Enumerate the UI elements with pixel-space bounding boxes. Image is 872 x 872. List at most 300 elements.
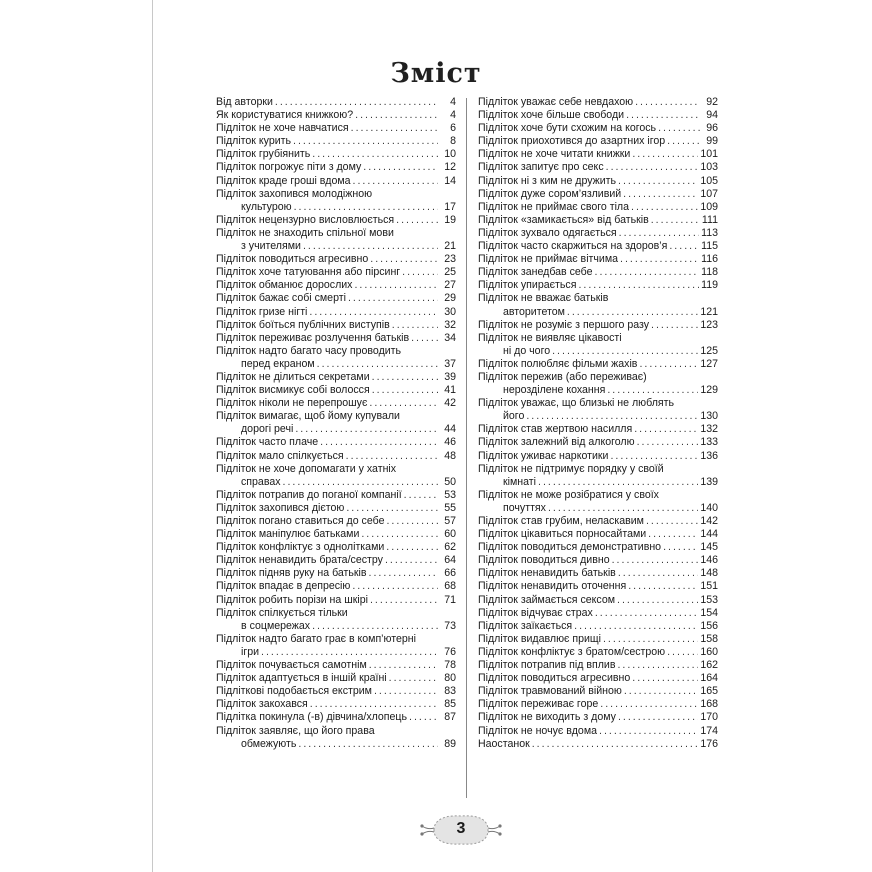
toc-entry-title: Підліток поводиться агресивно xyxy=(478,672,631,685)
toc-entry-line xyxy=(478,175,718,188)
toc-entry-title: Підліток впадає в депресію xyxy=(216,580,351,593)
toc-entry xyxy=(216,633,456,659)
toc-entry-title: Підліток упирається xyxy=(478,279,577,292)
toc-entry xyxy=(216,292,456,305)
toc-entry-line xyxy=(478,698,718,711)
toc-leader-dots xyxy=(617,659,698,672)
toc-page-number: 34 xyxy=(444,331,456,344)
toc-entry-title: справах xyxy=(241,475,281,488)
toc-page-number: 111 xyxy=(701,213,718,226)
toc-entry-line xyxy=(216,214,456,227)
toc-leader-dots xyxy=(354,279,438,292)
toc-entry-line xyxy=(478,188,718,201)
toc-entry-title: Підліток ні з ким не дружить xyxy=(478,174,617,187)
toc-page-number: 113 xyxy=(701,226,718,239)
toc-entry-title: ні до чого xyxy=(503,344,551,357)
toc-leader-dots xyxy=(312,148,438,161)
toc-entry-title: кімнаті xyxy=(503,475,536,488)
toc-entry-title: авторитетом xyxy=(503,305,565,318)
toc-leader-dots xyxy=(595,266,700,279)
toc-page-number: 136 xyxy=(700,449,718,462)
toc-entry-line xyxy=(216,659,456,672)
toc-entry-line xyxy=(216,541,456,554)
toc-entry xyxy=(216,607,456,633)
toc-entry-line xyxy=(478,319,718,332)
toc-entry-line xyxy=(216,410,456,423)
toc-page-number: 123 xyxy=(700,318,718,331)
toc-leader-dots xyxy=(261,646,438,659)
toc-leader-dots xyxy=(409,711,438,724)
toc-entry xyxy=(478,580,718,593)
toc-entry-line xyxy=(478,528,718,541)
toc-leader-dots xyxy=(634,423,698,436)
toc-entry-line xyxy=(216,580,456,593)
toc-entry-title: Підліток не ночує вдома xyxy=(478,724,598,737)
toc-entry xyxy=(216,96,456,109)
toc-leader-dots xyxy=(385,554,438,567)
toc-leader-dots xyxy=(648,528,698,541)
toc-page-number: 83 xyxy=(444,685,456,698)
toc-leader-dots xyxy=(275,96,438,109)
toc-entry-line xyxy=(478,567,718,580)
page-number: 3 xyxy=(456,820,466,837)
toc-entry-line xyxy=(478,358,718,371)
toc-entry-title: Підліток заявляє, що його права xyxy=(216,724,375,737)
toc-entry-line xyxy=(478,96,718,109)
toc-entry-continuation xyxy=(478,345,718,358)
toc-leader-dots xyxy=(623,188,698,201)
toc-entry xyxy=(216,319,456,332)
toc-page-number: 87 xyxy=(444,711,456,724)
toc-entry xyxy=(478,201,718,214)
toc-entry xyxy=(478,253,718,266)
toc-entry-line xyxy=(216,306,456,319)
toc-entry-title: Підліток не підтримує порядку у своїй xyxy=(478,462,664,475)
toc-entry-line xyxy=(478,554,718,567)
toc-entry-title: Підліток вимагає, щоб йому купували xyxy=(216,410,400,423)
toc-entry xyxy=(478,541,718,554)
toc-page-number: 4 xyxy=(450,109,456,122)
toc-entry-line xyxy=(478,594,718,607)
toc-entry xyxy=(216,450,456,463)
toc-entry xyxy=(478,371,718,397)
toc-entry-title: Підліток курить xyxy=(216,135,291,148)
toc-page-number: 46 xyxy=(444,436,456,449)
toc-entry-line xyxy=(216,253,456,266)
toc-entry-line xyxy=(478,620,718,633)
toc-entry-title: Підліток надто багато часу проводить xyxy=(216,344,402,357)
toc-leader-dots xyxy=(628,580,698,593)
toc-entry-continuation xyxy=(478,306,718,319)
toc-entry-title: Підліток поводиться дивно xyxy=(478,554,610,567)
toc-entry-line xyxy=(478,633,718,646)
toc-entry-title: Підліток краде гроші вдома xyxy=(216,174,351,187)
toc-entry-title: Підліток конфліктує з братом/сестрою xyxy=(478,645,666,658)
toc-leader-dots xyxy=(312,620,438,633)
toc-entry-line xyxy=(216,567,456,580)
toc-entry xyxy=(216,279,456,292)
toc-entry-line xyxy=(478,371,718,384)
toc-entry xyxy=(478,594,718,607)
toc-entry-title: Підліток занедбав себе xyxy=(478,266,593,279)
toc-leader-dots xyxy=(651,214,700,227)
toc-page-number: 66 xyxy=(444,567,456,580)
toc-entry-title: Підліток ніколи не перепрошує xyxy=(216,397,368,410)
toc-page-number: 78 xyxy=(444,659,456,672)
toc-entry-title: Підліток хоче більше свободи xyxy=(478,109,625,122)
toc-entry-title: Підліток поводиться демонстративно xyxy=(478,541,662,554)
toc-leader-dots xyxy=(607,384,698,397)
toc-entry-line xyxy=(216,371,456,384)
toc-entry-title: Підліток відчуває страх xyxy=(478,606,593,619)
toc-entry-line xyxy=(216,332,456,345)
toc-page-number: 10 xyxy=(444,148,456,161)
toc-entry-title: в соцмережах xyxy=(241,619,311,632)
toc-entry-title: Підліток став грубим, нелаcкавим xyxy=(478,515,644,527)
toc-leader-dots xyxy=(320,436,438,449)
toc-leader-dots xyxy=(619,227,699,240)
toc-entry xyxy=(478,620,718,633)
toc-entry xyxy=(216,685,456,698)
toc-leader-dots xyxy=(372,371,438,384)
toc-entry xyxy=(478,633,718,646)
toc-entry-title: Підліток гризе нігті xyxy=(216,305,308,318)
toc-page-number: 170 xyxy=(700,711,718,724)
toc-page-number: 174 xyxy=(700,724,718,737)
toc-entry-title: Підліток спілкується тільки xyxy=(216,606,348,619)
toc-leader-dots xyxy=(369,659,438,672)
toc-page-number: 71 xyxy=(444,593,456,606)
toc-leader-dots xyxy=(635,96,700,109)
toc-entry-continuation xyxy=(216,620,456,633)
toc-entry-title: Підліток цікавиться порносайтами xyxy=(478,528,647,541)
toc-entry-line xyxy=(478,122,718,135)
toc-leader-dots xyxy=(294,201,438,214)
toc-leader-dots xyxy=(578,279,699,292)
toc-entry-title: Підліток займається сексом xyxy=(478,593,616,606)
toc-entry-title: Підліток мало спілкується xyxy=(216,449,344,462)
toc-leader-dots xyxy=(346,502,438,515)
toc-page-number: 115 xyxy=(701,240,718,253)
toc-entry-line xyxy=(216,672,456,685)
toc-entry-title: Підліток потрапив до поганої компанії xyxy=(216,488,402,501)
toc-page-number: 39 xyxy=(444,370,456,383)
toc-entry xyxy=(478,738,718,751)
toc-page-number: 109 xyxy=(700,200,718,213)
toc-entry-line xyxy=(478,109,718,122)
toc-leader-dots xyxy=(386,515,438,528)
toc-page-number: 146 xyxy=(700,554,718,567)
page-number-badge xyxy=(418,812,504,848)
toc-entry-title: Підліток грубіянить xyxy=(216,148,311,161)
toc-entry-title: Підліток адаптується в іншій країні xyxy=(216,672,387,685)
toc-leader-dots xyxy=(386,541,438,554)
toc-entry xyxy=(216,489,456,502)
toc-entry-line xyxy=(216,711,456,724)
toc-entry-continuation xyxy=(478,502,718,515)
toc-entry xyxy=(478,358,718,371)
toc-entry xyxy=(478,135,718,148)
toc-entry-line xyxy=(478,148,718,161)
toc-page-number: 29 xyxy=(444,292,456,305)
toc-leader-dots xyxy=(369,397,438,410)
toc-entry-title: Підліток уживає наркотики xyxy=(478,449,609,462)
toc-page-number: 151 xyxy=(700,580,718,593)
toc-page-number: 105 xyxy=(700,174,718,187)
toc-entry-title: Підліток закохався xyxy=(216,698,308,711)
toc-page-number: 154 xyxy=(700,606,718,619)
toc-entry-title: Підліток нецензурно висловлюється xyxy=(216,213,395,226)
toc-leader-dots xyxy=(353,175,438,188)
toc-page-number: 89 xyxy=(444,737,456,750)
toc-leader-dots xyxy=(618,175,698,188)
toc-entry-line xyxy=(478,541,718,554)
toc-leader-dots xyxy=(363,161,438,174)
toc-entry xyxy=(216,659,456,672)
toc-entry-title: Підліток конфліктує з однолітками xyxy=(216,541,385,554)
toc-entry xyxy=(478,554,718,567)
toc-entry-line xyxy=(216,227,456,240)
toc-page-number: 60 xyxy=(444,528,456,541)
toc-page-number: 168 xyxy=(700,698,718,711)
toc-leader-dots xyxy=(295,423,438,436)
toc-entry-title: Підліток приохотився до азартних ігор xyxy=(478,135,666,148)
toc-entry-line xyxy=(216,528,456,541)
toc-entry-line xyxy=(478,738,718,751)
toc-leader-dots xyxy=(631,201,698,214)
toc-leader-dots xyxy=(396,214,438,227)
toc-entry xyxy=(216,594,456,607)
toc-entry-continuation xyxy=(478,410,718,423)
toc-entry-title: Підліток висмикує собі волосся xyxy=(216,384,370,397)
toc-leader-dots xyxy=(317,358,438,371)
toc-leader-dots xyxy=(646,515,698,528)
toc-leader-dots xyxy=(372,384,438,397)
toc-entry xyxy=(478,266,718,279)
toc-entry xyxy=(478,319,718,332)
toc-leader-dots xyxy=(567,306,698,319)
toc-entry xyxy=(216,554,456,567)
toc-entry-line xyxy=(478,201,718,214)
toc-entry-title: Підліток не хоче допомагати у хатніх xyxy=(216,462,397,475)
toc-entry-title: нерозділене кохання xyxy=(503,384,606,397)
toc-entry-line xyxy=(478,227,718,240)
toc-entry xyxy=(478,698,718,711)
toc-entry-title: Від авторки xyxy=(216,96,273,108)
toc-page-number: 32 xyxy=(444,318,456,331)
toc-leader-dots xyxy=(617,594,698,607)
toc-page-number: 158 xyxy=(700,632,718,645)
toc-entry xyxy=(216,227,456,253)
toc-page-number: 94 xyxy=(706,109,718,122)
toc-column-right xyxy=(478,96,718,751)
toc-leader-dots xyxy=(283,476,438,489)
toc-entry xyxy=(478,175,718,188)
toc-entry-line xyxy=(478,161,718,174)
toc-entry-line xyxy=(478,240,718,253)
toc-entry-title: Підліток не вважає батьків xyxy=(478,292,609,305)
toc-leader-dots xyxy=(351,122,438,135)
toc-entry xyxy=(216,306,456,319)
toc-leader-dots xyxy=(374,685,438,698)
toc-entry-title: ігри xyxy=(241,645,260,658)
toc-entry-line xyxy=(216,515,456,528)
toc-entry xyxy=(478,567,718,580)
toc-entry-title: Підліток бажає собі смерті xyxy=(216,292,346,305)
toc-page-number: 164 xyxy=(700,672,718,685)
toc-entry xyxy=(216,528,456,541)
toc-entry xyxy=(216,188,456,214)
toc-entry-title: Підліток дуже сором’язливий xyxy=(478,187,622,200)
toc-page-number: 53 xyxy=(444,488,456,501)
toc-entry-title: культурою xyxy=(241,200,292,213)
toc-entry-title: Підліток не виходить з дому xyxy=(478,711,616,724)
toc-entry-title: перед екраном xyxy=(241,357,315,370)
toc-page-number: 30 xyxy=(444,305,456,318)
toc-entry xyxy=(478,332,718,358)
toc-page-number: 17 xyxy=(444,200,456,213)
toc-entry-line xyxy=(478,450,718,463)
toc-leader-dots xyxy=(632,148,698,161)
toc-entry-title: Підліток ненавидить брата/сестру xyxy=(216,554,383,567)
toc-entry xyxy=(478,240,718,253)
toc-entry xyxy=(478,148,718,161)
toc-page-number: 8 xyxy=(450,135,456,148)
toc-leader-dots xyxy=(369,567,438,580)
toc-entry xyxy=(216,711,456,724)
toc-entry xyxy=(216,725,456,751)
toc-leader-dots xyxy=(526,410,698,423)
toc-entry xyxy=(216,515,456,528)
toc-entry-title: Підліток полюбляє фільми жахів xyxy=(478,357,638,370)
toc-leader-dots xyxy=(352,580,438,593)
toc-entry-line xyxy=(478,685,718,698)
toc-entry-title: Підліток переживає розлучення батьків xyxy=(216,331,410,344)
toc-page-number: 44 xyxy=(444,423,456,436)
toc-entry xyxy=(216,463,456,489)
toc-entry xyxy=(216,580,456,593)
toc-entry-line xyxy=(216,450,456,463)
toc-page-number: 148 xyxy=(700,567,718,580)
toc-leader-dots xyxy=(626,109,700,122)
toc-page-number: 25 xyxy=(444,266,456,279)
toc-leader-dots xyxy=(606,161,699,174)
toc-entry-line xyxy=(478,672,718,685)
toc-entry-line xyxy=(216,698,456,711)
toc-entry-line xyxy=(216,725,456,738)
toc-entry-title: з учителями xyxy=(241,240,301,253)
toc-entry xyxy=(216,109,456,122)
toc-page-number: 132 xyxy=(700,423,718,436)
toc-leader-dots xyxy=(411,332,438,345)
toc-page-number: 125 xyxy=(700,344,718,357)
toc-leader-dots xyxy=(618,567,699,580)
toc-page-number: 156 xyxy=(700,619,718,632)
toc-page-number: 21 xyxy=(444,240,456,253)
toc-leader-dots xyxy=(402,266,438,279)
toc-entry-title: Підліток ненавидить оточення xyxy=(478,580,627,593)
toc-leader-dots xyxy=(624,685,698,698)
toc-entry-line xyxy=(478,711,718,724)
toc-entry-title: Підліток обманює дорослих xyxy=(216,279,353,292)
toc-entry-line xyxy=(478,423,718,436)
page-gutter-line xyxy=(152,0,153,872)
toc-entry-title: Підліток не розуміє з першого разу xyxy=(478,318,650,331)
toc-entry-title: Підліток часто скаржиться на здоров’я xyxy=(478,240,668,253)
toc-page-number: 68 xyxy=(444,580,456,593)
toc-page-number: 64 xyxy=(444,554,456,567)
toc-page-number: 37 xyxy=(444,357,456,370)
toc-page-number: 55 xyxy=(444,501,456,514)
toc-leader-dots xyxy=(370,253,438,266)
toc-entry-continuation xyxy=(216,476,456,489)
toc-entry-title: почуттях xyxy=(503,501,546,514)
toc-entry-title: Підліток боїться публічних виступів xyxy=(216,318,390,331)
toc-leader-dots xyxy=(361,528,438,541)
toc-entry-line xyxy=(478,214,718,227)
toc-entry-title: Підліток переживає горе xyxy=(478,698,599,711)
toc-page-number: 103 xyxy=(700,161,718,174)
toc-page-number: 119 xyxy=(701,279,718,292)
toc-page-number: 142 xyxy=(700,515,718,527)
toc-leader-dots xyxy=(618,711,698,724)
toc-entry-line xyxy=(216,188,456,201)
toc-leader-dots xyxy=(298,738,438,751)
toc-entry-line xyxy=(478,646,718,659)
toc-entry-title: Підліток не хоче навчатися xyxy=(216,122,349,135)
toc-page-number: 153 xyxy=(700,593,718,606)
toc-leader-dots xyxy=(658,122,700,135)
toc-entry-continuation xyxy=(478,476,718,489)
toc-entry-line xyxy=(478,725,718,738)
toc-entry xyxy=(478,528,718,541)
toc-entry-title: Підліток хоче татуювання або пірсинг xyxy=(216,266,401,279)
toc-entry-line xyxy=(478,515,718,528)
toc-entry-title: Підліток ненавидить батьків xyxy=(478,567,616,580)
toc-entry xyxy=(216,436,456,449)
toc-entry-line xyxy=(216,135,456,148)
toc-entry-title: Підліток хоче бути схожим на когось xyxy=(478,122,657,135)
toc-entry-title: Підліток погрожує піти з дому xyxy=(216,161,362,174)
toc-entry xyxy=(478,109,718,122)
toc-column-left xyxy=(216,96,456,751)
toc-entry-title: Підліток не виявляє цікавості xyxy=(478,331,622,344)
toc-entry-title: Підліток залежний від алкоголю xyxy=(478,436,635,449)
toc-page-number: 85 xyxy=(444,698,456,711)
toc-entry-continuation xyxy=(216,423,456,436)
toc-leader-dots xyxy=(310,698,438,711)
toc-entry xyxy=(478,96,718,109)
toc-entry xyxy=(216,567,456,580)
toc-entry-title: Підліток захопився дієтою xyxy=(216,501,345,514)
toc-entry xyxy=(478,515,718,528)
toc-entry xyxy=(478,436,718,449)
toc-entry-title: Підліток не приймає свого тіла xyxy=(478,200,630,213)
toc-entry-line xyxy=(216,148,456,161)
toc-page-number: 107 xyxy=(700,187,718,200)
toc-entry-title: Підліток надто багато грає в комп’ютерні xyxy=(216,632,416,645)
toc-page-number: 48 xyxy=(444,449,456,462)
toc-entry-title: Підліток погано ставиться до себе xyxy=(216,515,385,527)
toc-leader-dots xyxy=(303,240,438,253)
toc-entry-line xyxy=(216,292,456,305)
toc-entry-line xyxy=(478,397,718,410)
toc-page-number: 99 xyxy=(706,135,718,148)
toc-leader-dots xyxy=(603,633,698,646)
toc-leader-dots xyxy=(392,319,438,332)
toc-entry-line xyxy=(216,607,456,620)
toc-entry xyxy=(478,397,718,423)
